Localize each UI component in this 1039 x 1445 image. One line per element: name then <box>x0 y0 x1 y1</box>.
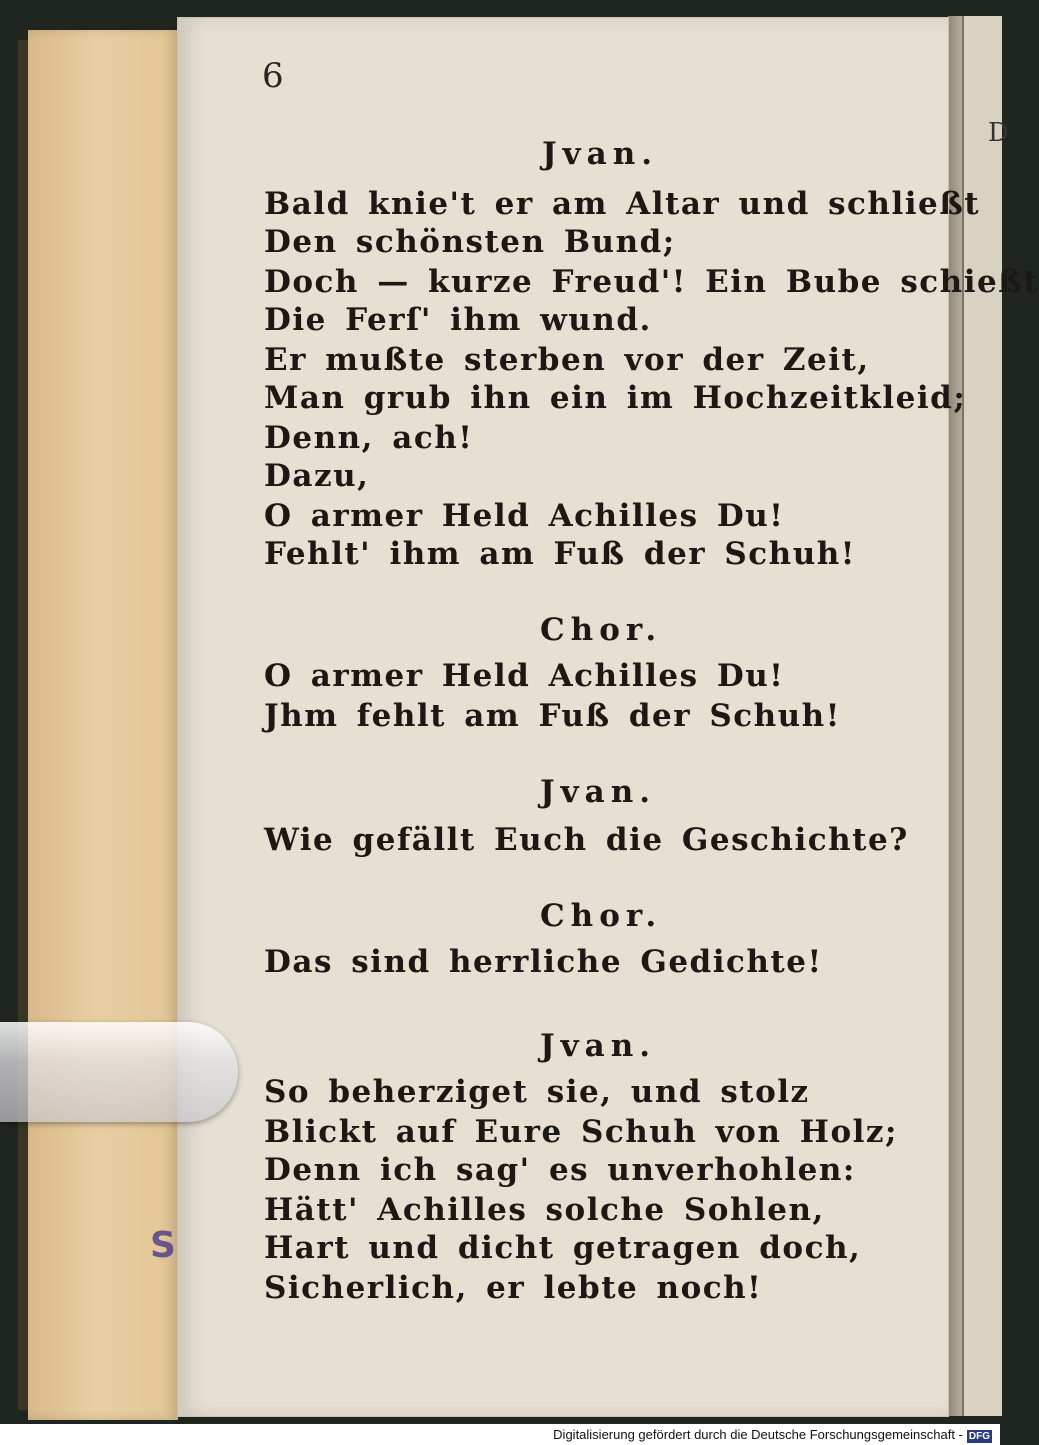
credit-text: Digitalisierung gefördert durch die Deutsche Forschungsgemeinschaft - <box>553 1427 963 1442</box>
verse-line: Man grub ihn ein im Hochzeitkleid; <box>264 380 967 416</box>
verse-line: Denn, ach! <box>264 420 474 456</box>
verse-line: Wie gefällt Euch die Geschichte? <box>264 822 909 858</box>
book-fore-edge <box>28 30 178 1420</box>
library-stamp: S <box>150 1225 176 1266</box>
verse-line: Er mußte sterben vor der Zeit, <box>264 342 870 378</box>
dfg-logo: DFG <box>968 1431 990 1442</box>
speaker-label: Chor. <box>540 898 663 934</box>
verse-line: Den schönsten Bund; <box>264 224 676 260</box>
verse-line: Hart und dicht getragen doch, <box>264 1230 862 1266</box>
verse-line: O armer Held Achilles Du! <box>264 658 785 694</box>
verse-line: Jhm fehlt am Fuß der Schuh! <box>264 698 841 734</box>
verse-line: Hätt' Achilles solche Sohlen, <box>264 1192 825 1228</box>
book-page <box>178 18 1039 1416</box>
verse-line: Doch — kurze Freud'! Ein Bube schießt <box>264 264 1039 300</box>
digitization-credit <box>0 1424 1000 1445</box>
verse-line: Sicherlich, er lebte noch! <box>264 1270 763 1306</box>
verse-line: Fehlt' ihm am Fuß der Schuh! <box>264 536 856 572</box>
verse-line: So beherziget sie, und stolz <box>264 1074 810 1110</box>
speaker-label: Jvan. <box>540 1028 657 1064</box>
verse-line: Denn ich sag' es unverhohlen: <box>264 1152 856 1188</box>
facing-page-glyph: D <box>988 118 1009 148</box>
speaker-label: Chor. <box>540 612 663 648</box>
facing-page <box>962 16 1002 1416</box>
speaker-label: Jvan. <box>542 136 659 172</box>
verse-line: Blickt auf Eure Schuh von Holz; <box>264 1114 898 1150</box>
verse-line: Das sind herrliche Gedichte! <box>264 944 823 980</box>
verse-line: O armer Held Achilles Du! <box>264 498 785 534</box>
speaker-label: Jvan. <box>540 774 657 810</box>
page-clip <box>0 1022 238 1122</box>
verse-line: Die Ferſ' ihm wund. <box>264 302 652 338</box>
page-number: 6 <box>262 56 284 96</box>
verse-line: Bald knie't er am Altar und schließt <box>264 186 981 222</box>
verse-line: Dazu, <box>264 458 370 494</box>
